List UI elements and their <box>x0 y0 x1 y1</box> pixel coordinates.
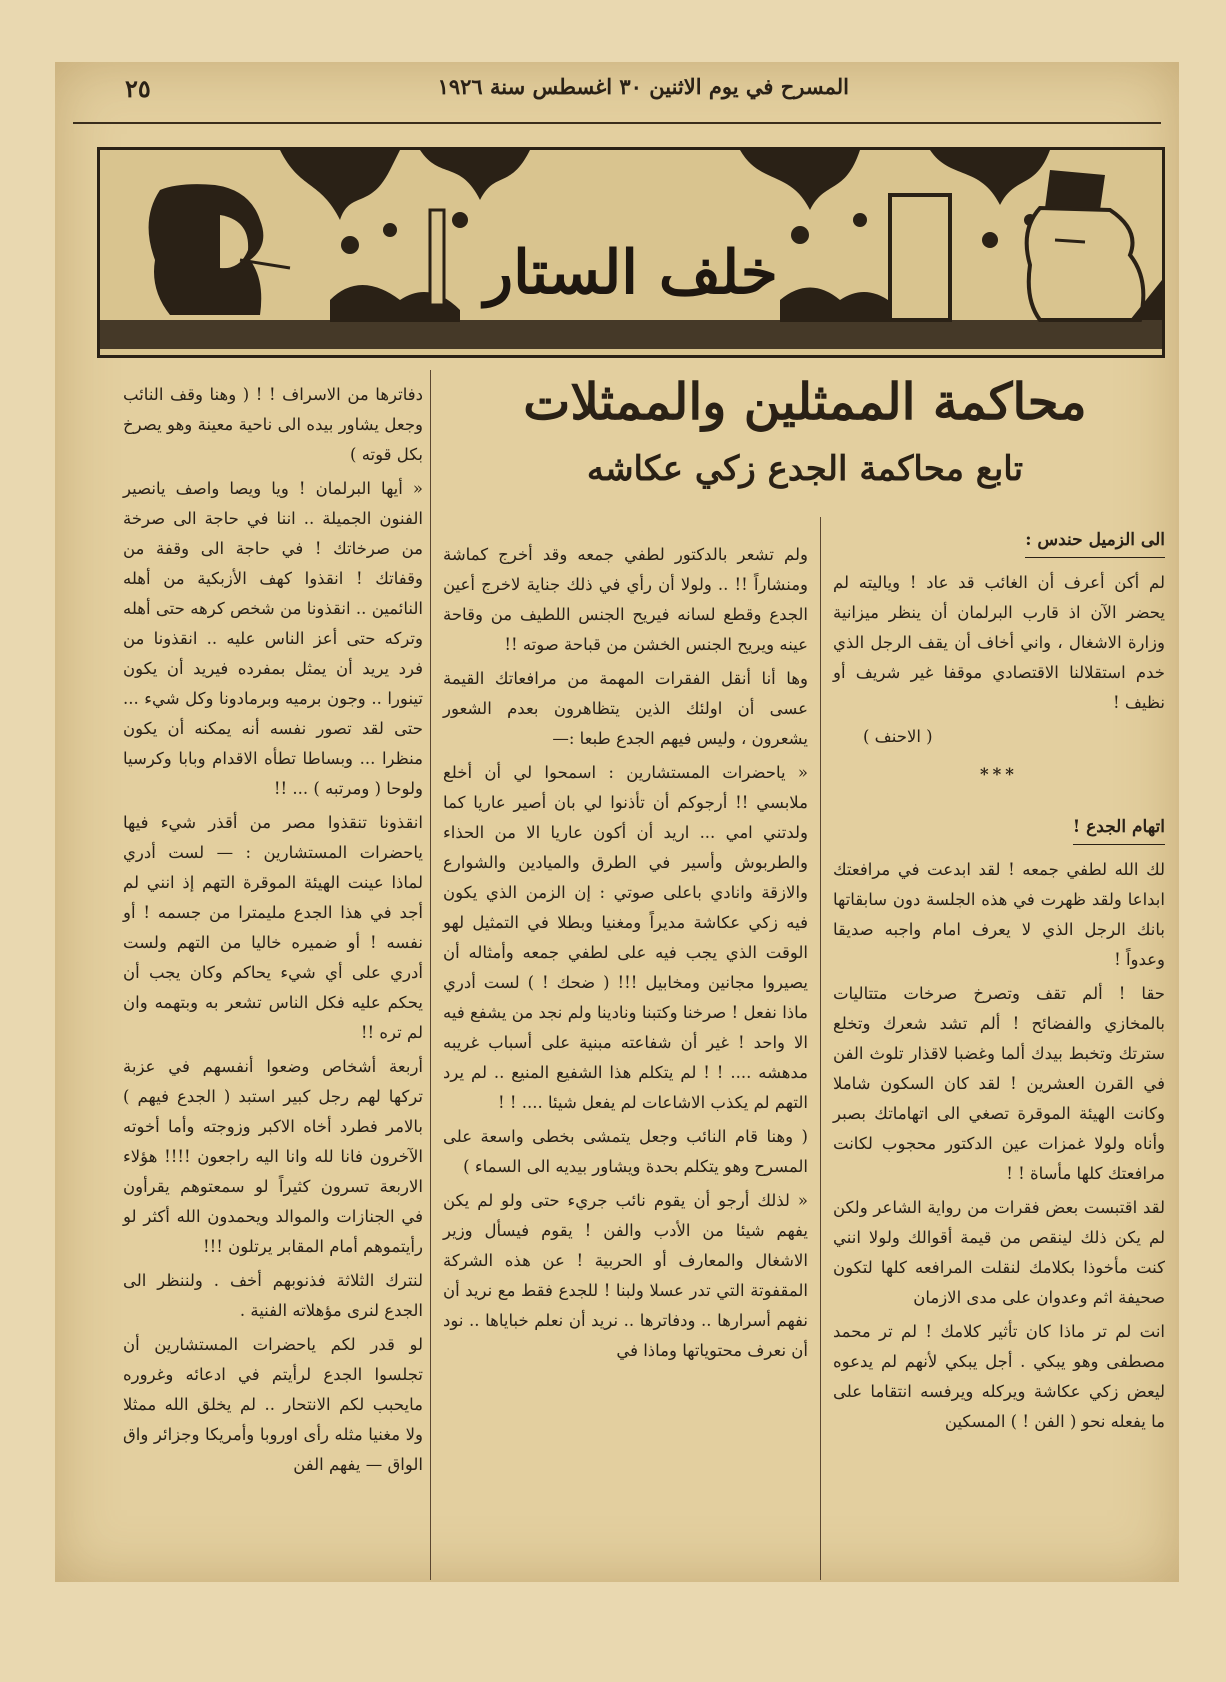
paragraph: ولم تشعر بالدكتور لطفي جمعه وقد أخرج كماشة ومنشاراً !! .. ولولا أن رأي في ذلك جناية لاخرج أعين الجدع وقطع لسانه فيريح الجنس اللطيف من وقاحة عينه ويريح الجنس الخشن من قباحة صوته !! <box>443 545 808 654</box>
paragraph: لنترك الثلاثة فذنوبهم أخف . ولننظر الى الجدع لنرى مؤهلاته الفنية . <box>123 1271 423 1320</box>
banner-title: خلف الستار <box>484 238 778 308</box>
paragraph: دفاترها من الاسراف ! ! ( وهنا وقف النائب وجعل يشاور بيده الى ناحية معينة وهو يصرخ بكل قوته ) <box>123 385 423 464</box>
section-title: الى الزميل حندس : <box>1025 525 1165 558</box>
paragraph: انت لم تر ماذا كان تأثير كلامك ! لم تر محمد مصطفى وهو يبكي . أجل يبكي لأنهم لم يدعوه ليعض زكي عكاشة ويركله ويرفسه انتقاما على ما يفعله نحو ( الفن ! ) المسكين <box>833 1322 1165 1431</box>
column-rule <box>820 517 821 1580</box>
paragraph: وها أنا أنقل الفقرات المهمة من مرافعاتك القيمة عسى أن اولئك الذين يتظاهرون بعدم الشعور يشعرون ، وليس فيهم الجدع طبعا :— <box>443 669 808 748</box>
paragraph: لو قدر لكم ياحضرات المستشارين أن تجلسوا الجدع لرأيتم في ادعائه وغروره مايحبب لكم الانتحار .. لم يخلق الله ممثلا ولا مغنيا مثله رأى اوروبا وأمريكا وجزائر واق الواق — يفهم الفن <box>123 1335 423 1474</box>
section-banner <box>97 147 1165 358</box>
paragraph: لقد اقتبست بعض فقرات من رواية الشاعر ولكن لم يكن ذلك لينقص من قيمة أقوالك ولولا انني كنت مأخوذا بكلامك لنقلت المرافعه كلها لتكون صحيفة اثم وعدوان على مدى الازمان <box>833 1198 1165 1307</box>
article-subhead: تابع محاكمة الجدع زكي عكاشه <box>586 449 1024 489</box>
column-right <box>833 517 1165 1441</box>
running-header <box>55 74 1179 114</box>
author-signature: ( الاحنف ) <box>863 727 933 746</box>
column-rule <box>430 370 431 1580</box>
issue-date-line: المسرح في يوم الاثنين ٣٠ اغسطس سنة ١٩٢٦ <box>437 74 849 99</box>
paragraph: « أيها البرلمان ! ويا ويصا واصف يانصير الفنون الجميلة .. اننا في حاجة الى صرخة من صرخاتك ! في حاجة الى وقفة من وقفاتك ! انقذوا كهف الأزبكية من أهله النائمين .. انقذونا من شخص كرهه حتى أهله وتركه حتى أعز الناس عليه .. انقذونا من فرد يريد أن يمثل بمفرده فيريد أن يكون تينورا .. وجون برميه وبرمادونا وكل شيء ... حتى لقد تصور نفسه أنه يمكنه أن يكون منظرا ... وبساطا تطأه الاقدام وبابا وكرسيا ولوحا ( ومرتبه ) ... !! <box>123 479 423 798</box>
paragraph: « لذلك أرجو أن يقوم نائب جريء حتى ولو لم يكن يفهم شيئا من الأدب والفن ! يقوم فيسأل وزير الاشغال والمعارف أو الحربية ! عن هذه الشركة المقفوتة التي تدر عسلا ولبنا ! للجدع فقط مع نريد أن نفهم أسرارها .. ودفاترها .. نريد أن نعلم خباياها .. نود أن نعرف محتوياتها وماذا في <box>443 1191 808 1360</box>
column-left <box>123 380 423 1484</box>
paragraph: « ياحضرات المستشارين : اسمحوا لي أن أخلع ملابسي !! أرجوكم أن تأذنوا لي بان أصير عاريا كما ولدتني امي ... اريد أن أكون عاريا الا من الحذاء والطربوش وأسير في الطرق والميادين والشوارع والازقة وانادي باعلى صوتي : إن الزمن الذي يكون فيه زكي عكاشة مديراً ومغنيا وبطلا في التمثيل لهو الوقت الذي يجب فيه على لطفي جمعه وأمثاله أن يصيروا مجانين ومخابيل !!! ( ضحك ! ) لست أدري ماذا نفعل ! صرخنا وكتبنا ونادينا ولم نجد من يشفع فيه الا واحد ! غير أن شفاعته مبنية على أسباب غريبه مدهشه .... ! ! لم يتكلم هذا الشفيع المنيع .. لم يرد التهم لم يكذب الاشاعات لم يفعل شيئا .... ! ! <box>443 763 808 1112</box>
paragraph: أربعة أشخاص وضعوا أنفسهم في عزبة تركها لهم رجل كبير استبد ( الجدع فيهم ) بالامر فطرد أخاه الاكبر وزوجته وأما أخوته الآخرون فانا لله وانا اليه راجعون !!!! هؤلاء الاربعة تسرون كثيراً لو سمعتوهم يقرأون في الجنازات والموالد ويحمدون الله أكثر لو رأيتموهم أمام المقابر يرتلون !!! <box>123 1057 423 1256</box>
paragraph: لم أكن أعرف أن الغائب قد عاد ! وياليته لم يحضر الآن اذ قارب البرلمان أن ينظر ميزانية وزارة الاشغال ، واني أخاف أن يقف الرجل الذي خدم استقلالنا الاقتصادي موقفا غير شريف أو نظيف ! <box>833 573 1165 712</box>
section-title: اتهام الجدع ! <box>1073 812 1165 845</box>
newspaper-page <box>55 62 1179 1582</box>
header-rule <box>73 122 1161 124</box>
paragraph: حقا ! ألم تقف وتصرخ صرخات متتاليات بالمخازي والفضائح ! ألم تشد شعرك وتخلع سترتك وتخبط بيدك ألما وغضبا لاقذار تلوث الفن في القرن العشرين ! لقد كان السكون شاملا وكانت الهيئة الموقرة تصغي الى اتهاماتك بصبر وأناه ولولا غمزات عين الدكتور محجوب لكانت مرافعتك كلها مأساة ! ! <box>833 984 1165 1183</box>
article-headline: محاكمة الممثلين والممثلات <box>523 372 1087 431</box>
column-middle <box>443 540 808 1370</box>
page-number: ٢٥ <box>125 74 151 103</box>
paragraph: لك الله لطفي جمعه ! لقد ابدعت في مرافعتك ابداعا ولقد ظهرت في هذه الجلسة دون سابقاتها بانك الرجل الذي لا يعرف امام واجبه صديقا وعدواً ! <box>833 860 1165 969</box>
section-separator: *** <box>980 765 1018 784</box>
paragraph: ( وهنا قام النائب وجعل يتمشى بخطى واسعة على المسرح وهو يتكلم بحدة ويشاور بيديه الى السماء ) <box>443 1127 808 1176</box>
paragraph: انقذونا تنقذوا مصر من أقذر شيء فيها ياحضرات المستشارين : — لست أدري لماذا عينت الهيئة الموقرة التهم إذ انني لم أجد في هذا الجدع مليمترا من جسمه ! أو نفسه ! أو ضميره خاليا من التهم ولست أدري على أي شيء يحاكم وكان يجب أن يحكم عليه فكل الناس تشعر به وبتهمه وان لم تره !! <box>123 813 423 1042</box>
